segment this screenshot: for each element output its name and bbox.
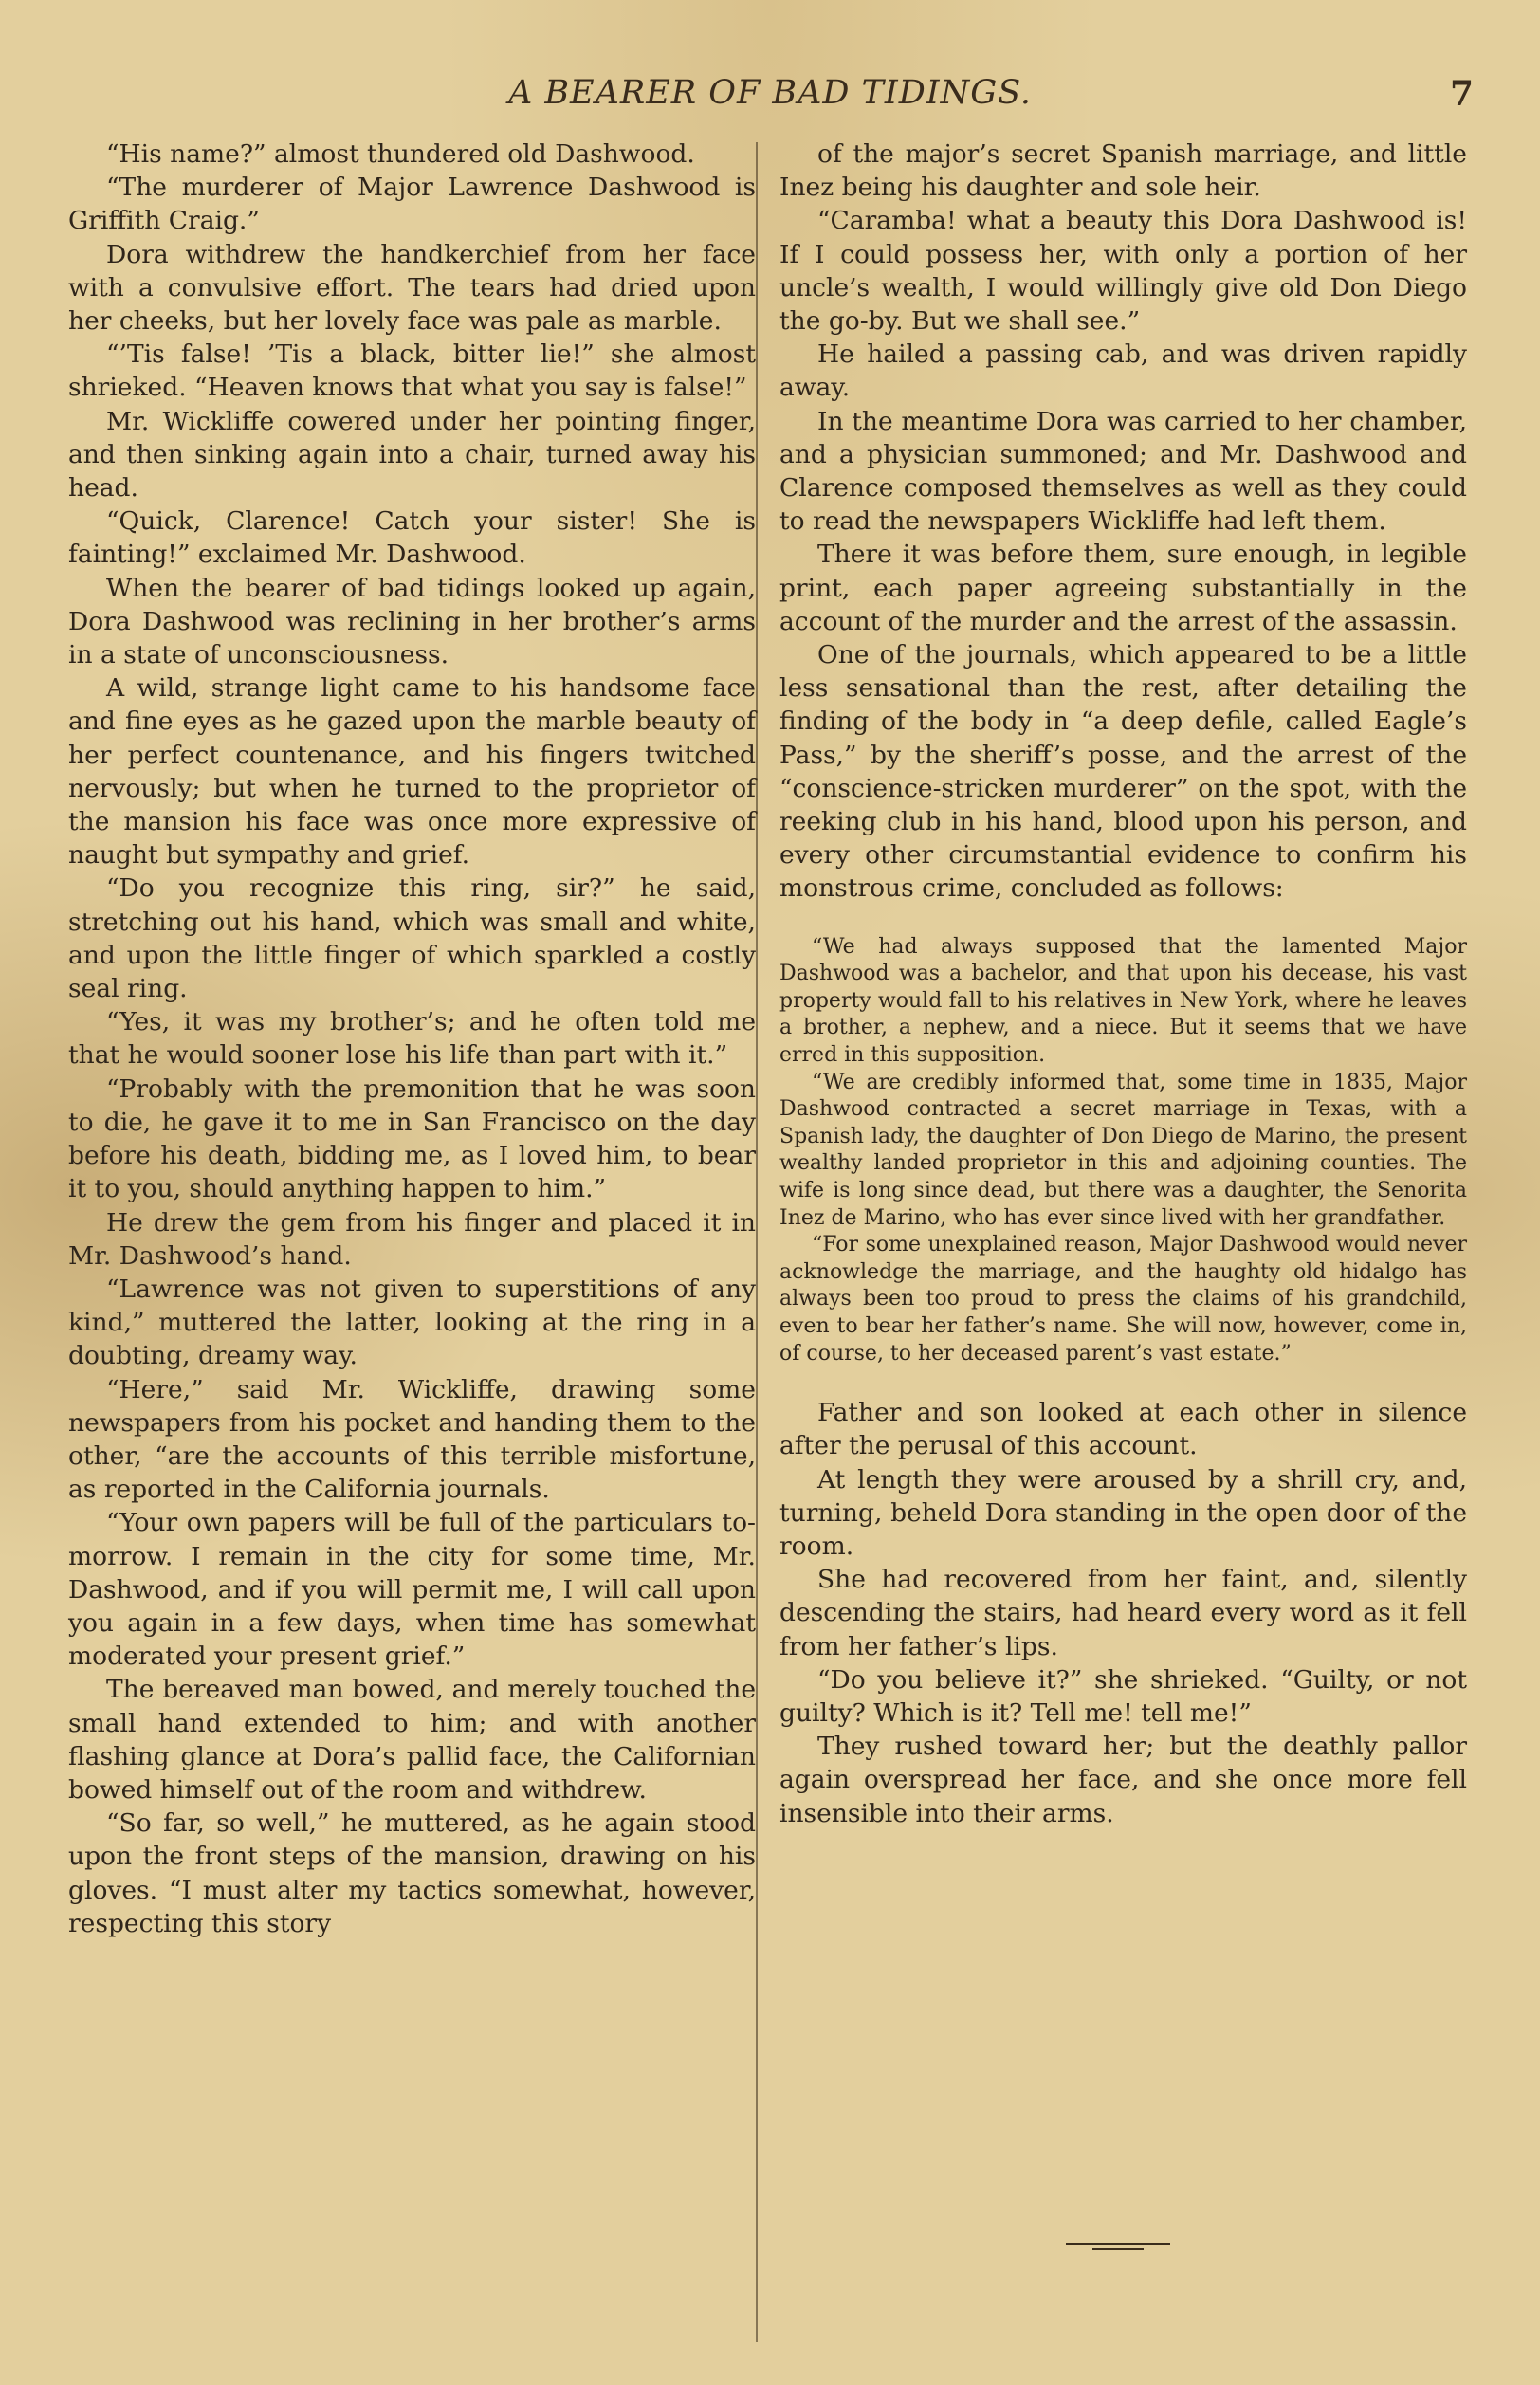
paragraph: One of the journals, which appeared to be a little less sensational than the rest, after detailing the finding of the body in “a deep defile, called Eagle’s Pass,” by the sheriff’s posse, and the arrest of the “conscience-stricken murderer” on the spot, with the reeking club in his hand, blood upon his person, and every other circumstantial evidence to confirm his monstrous crime, concluded as follows:: [779, 640, 1467, 904]
left-column: [68, 138, 756, 1940]
paragraph: The bereaved man bowed, and merely touched the small hand extended to him; and with another flashing glance at Dora’s pallid face, the Californian bowed himself out of the room and withdrew.: [68, 1675, 756, 1805]
page-number: 7: [1449, 74, 1474, 114]
paragraph: Dora withdrew the handkerchief from her face with a convulsive effort. The tears had dried upon her cheeks, but her lovely face was pale as marble.: [68, 239, 756, 337]
paragraph: “Here,” said Mr. Wickliffe, drawing some newspapers from his pocket and handing them to the other, “are the accounts of this terrible misfortune, as reported in the California journals.: [68, 1374, 756, 1505]
quoted-paragraph: “We had always supposed that the lamented Major Dashwood was a bachelor, and that upon his decease, his vast property would fall to his relatives in New York, where he leaves a brother, a nephew, and a niece. But it seems that we have erred in this supposition.: [779, 934, 1467, 1068]
paragraph: “Yes, it was my brother’s; and he often told me that he would sooner lose his life than part with it.”: [68, 1007, 756, 1071]
paragraph: “Do you believe it?” she shrieked. “Guilty, or not guilty? Which is it? Tell me! tell me!”: [779, 1664, 1467, 1728]
end-rule-ornament: [1066, 2243, 1170, 2250]
ornament-line: [1066, 2243, 1170, 2245]
paragraph: She had recovered from her faint, and, silently descending the stairs, had heard every word as it fell from her father’s lips.: [779, 1565, 1467, 1661]
paragraph: “So far, so well,” he muttered, as he again stood upon the front steps of the mansion, drawing on his gloves. “I must alter my tactics somewhat, however, respecting this story: [68, 1808, 756, 1938]
paragraph: “Quick, Clarence! Catch your sister! She is fainting!” exclaimed Mr. Dashwood.: [68, 506, 756, 570]
paragraph: Mr. Wickliffe cowered under her pointing finger, and then sinking again into a chair, turned away his head.: [68, 406, 756, 504]
paragraph: At length they were aroused by a shrill cry, and, turning, beheld Dora standing in the open door of the room.: [779, 1464, 1467, 1561]
paragraph: “Probably with the premonition that he was soon to die, he gave it to me in San Francisco on the day before his death, bidding me, as I loved him, to bear it to you, should anything happen to him.”: [68, 1073, 756, 1204]
quoted-paragraph: “We are credibly informed that, some time in 1835, Major Dashwood contracted a secret marriage in Texas, with a Spanish lady, the daughter of Don Diego de Marino, the present wealthy landed proprietor in this and adjoining counties. The wife is long since dead, but there was a daughter, the Senorita Inez de Marino, who has ever since lived with her grandfather.: [779, 1070, 1467, 1230]
running-header: [0, 74, 1540, 121]
paragraph: They rushed toward her; but the deathly pallor again overspread her face, and she once more fell insensible into their arms.: [779, 1732, 1467, 1828]
running-title: A BEARER OF BAD TIDINGS.: [507, 74, 1033, 112]
paragraph: “Caramba! what a beauty this Dora Dashwood is! If I could possess her, with only a portion of her uncle’s wealth, I would willingly give old Don Diego the go-by. But we shall see.”: [779, 206, 1467, 337]
paragraph: “’Tis false! ’Tis a black, bitter lie!” she almost shrieked. “Heaven knows that what you say is false!”: [68, 339, 756, 403]
paragraph: “Your own papers will be full of the particulars to-morrow. I remain in the city for some time, Mr. Dashwood, and if you will permit me, I will call upon you again in a few days, when time has somewhat moderated your present grief.”: [68, 1508, 756, 1672]
column-divider: [756, 142, 758, 2342]
paragraph: He drew the gem from his finger and placed it in Mr. Dashwood’s hand.: [68, 1207, 756, 1271]
paragraph: “His name?” almost thundered old Dashwood.: [106, 139, 695, 169]
paragraph: of the major’s secret Spanish marriage, and little Inez being his daughter and sole heir.: [779, 139, 1467, 203]
paragraph: A wild, strange light came to his handsome face and fine eyes as he gazed upon the marble beauty of her perfect countenance, and his fingers twitched nervously; but when he turned to the proprietor of the mansion his face was once more expressive of naught but sympathy and grief.: [68, 673, 756, 871]
paragraph: There it was before them, sure enough, in legible print, each paper agreeing substantially in the account of the murder and the arrest of the assassin.: [779, 540, 1467, 636]
quoted-newspaper-article: [779, 934, 1467, 1368]
quoted-paragraph: “For some unexplained reason, Major Dashwood would never acknowledge the marriage, and the haughty old hidalgo has always been too proud to press the claims of his grandchild, even to bear her father’s name. She will now, however, come in, of course, to her deceased parent’s vast estate.”: [779, 1233, 1467, 1366]
paragraph: “Do you recognize this ring, sir?” he said, stretching out his hand, which was small and white, and upon the little finger of which sparkled a costly seal ring.: [68, 873, 756, 1004]
paragraph: He hailed a passing cab, and was driven rapidly away.: [779, 339, 1467, 403]
right-column: [779, 138, 1467, 1830]
paragraph: When the bearer of bad tidings looked up again, Dora Dashwood was reclining in her brother’s arms in a state of unconsciousness.: [68, 573, 756, 670]
ornament-line: [1092, 2248, 1144, 2250]
paragraph: “The murderer of Major Lawrence Dashwood is Griffith Craig.”: [68, 173, 756, 236]
paragraph: “Lawrence was not given to superstitions of any kind,” muttered the latter, looking at the ring in a doubting, dreamy way.: [68, 1274, 756, 1371]
paragraph: Father and son looked at each other in silence after the perusal of this account.: [779, 1398, 1467, 1461]
paragraph: In the meantime Dora was carried to her chamber, and a physician summoned; and Mr. Dashwood and Clarence composed themselves as well as they could to read the newspapers Wickliffe had left them.: [779, 406, 1467, 537]
